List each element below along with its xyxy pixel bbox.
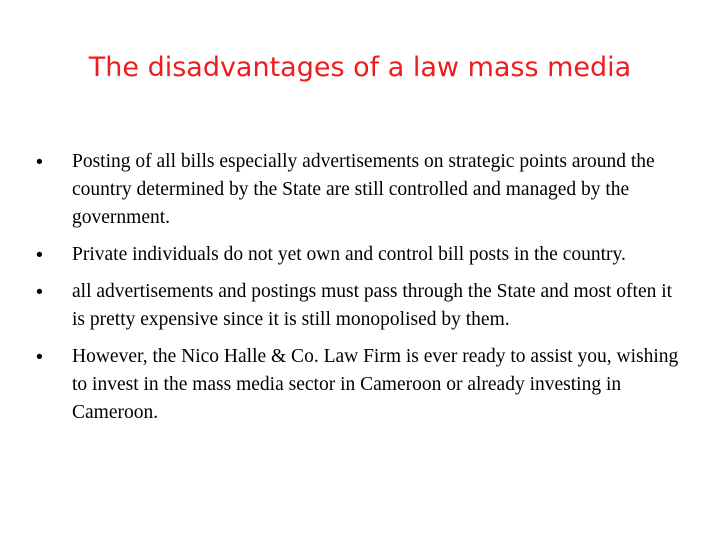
- bullet-text: Posting of all bills especially advertisements on strategic points around the country determined by the State are still controlled and managed by the government.: [72, 151, 655, 228]
- bullet-item-3: [36, 278, 686, 334]
- slide-title: The disadvantages of a law mass media: [88, 52, 632, 83]
- bullet-item-1: [36, 148, 686, 232]
- bullet-icon: •: [36, 244, 43, 266]
- bullet-text: However, the Nico Halle & Co. Law Firm is ever ready to assist you, wishing to invest in the mass media sector in Cameroon or already investing in Cameroon.: [72, 346, 679, 423]
- bullet-item-2: [36, 241, 686, 269]
- bullet-icon: •: [36, 346, 43, 368]
- bullet-item-4: [36, 343, 686, 427]
- bullet-text: all advertisements and postings must pass through the State and most often it is pretty expensive since it is still monopolised by them.: [72, 281, 673, 330]
- bullet-list: [36, 148, 686, 436]
- bullet-icon: •: [36, 281, 43, 303]
- bullet-text: Private individuals do not yet own and control bill posts in the country.: [72, 244, 626, 265]
- bullet-icon: •: [36, 151, 43, 173]
